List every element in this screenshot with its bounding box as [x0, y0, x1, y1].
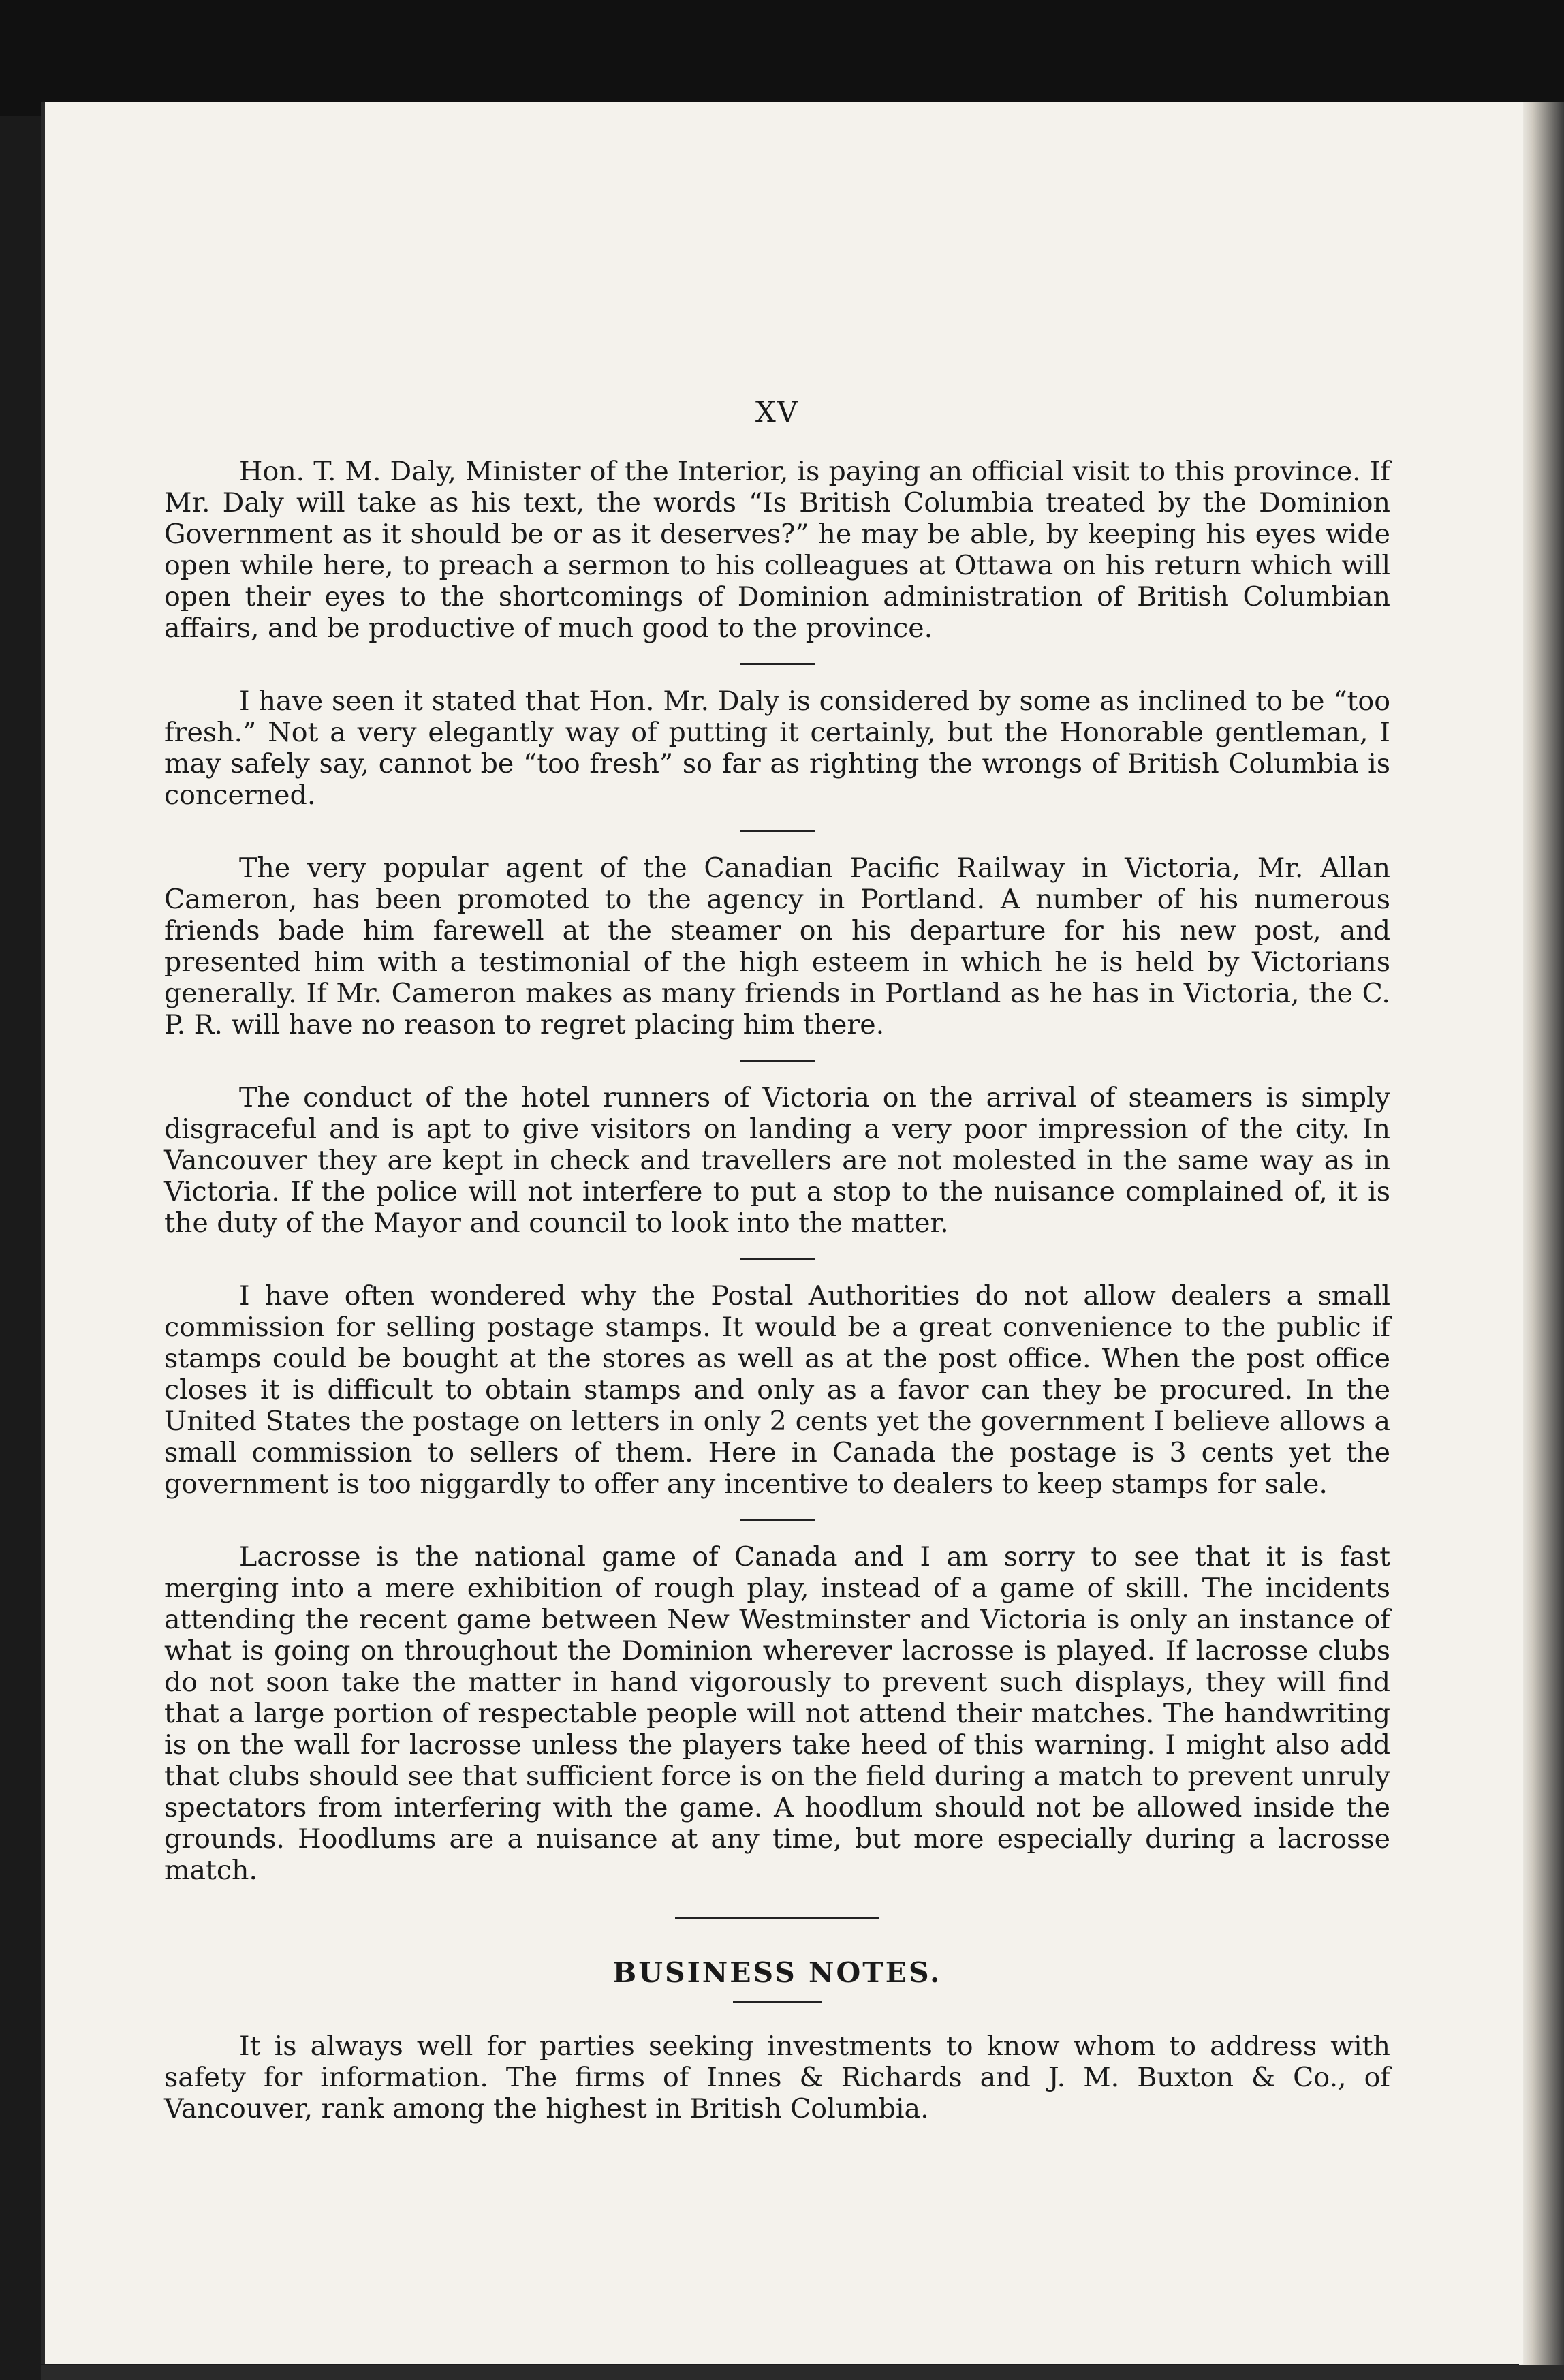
page-number: XV	[755, 395, 800, 429]
separator-rule	[740, 663, 815, 665]
scan-top-band	[0, 0, 1564, 116]
paragraph-lacrosse: Lacrosse is the national game of Canada and I am sorry to see that it is fast merging into a mere exhibition of rough play, instead of a game of skill. The incidents attending the recent game between New Westminster and Victoria is only an instance of what is going on throughout the Dominion wherever lacrosse is played. If lacrosse clubs do not soon take the matter in hand vigorously to prevent such displays, they will find that a large portion of respectable people will not attend their matches. The handwriting is on the wall for lacrosse unless the players take heed of this warning. I might also add that clubs should see that sufficient force is on the field during a match to prevent unruly spectators from interfering with the game. A hoodlum should not be allowed inside the grounds. Hoodlums are a nuisance at any time, but more especially during a lacrosse match.	[164, 1541, 1390, 1886]
paragraph-cameron: The very popular agent of the Canadian Pacific Railway in Victoria, Mr. Allan Cameron, has been promoted to the agency in Portland. A number of his numerous friends bade him farewell at the steamer on his departure for his new post, and presented him with a testimonial of the high esteem in which he is held by Victorians generally. If Mr. Cameron makes as many friends in Portland as he has in Victoria, the C. P. R. will have no reason to regret placing him there.	[164, 852, 1390, 1040]
section-heading: BUSINESS NOTES.	[612, 1956, 942, 1989]
paragraph-hotel-runners: The conduct of the hotel runners of Victoria on the arrival of steamers is simply disgraceful and is apt to give visitors on landing a very poor impression of the city. In Vancouver they are kept in check and travellers are not molested in the same way as in Victoria. If the police will not interfere to put a stop to the nuisance complained of, it is the duty of the Mayor and council to look into the matter.	[164, 1082, 1390, 1239]
paragraph-daly-visit: Hon. T. M. Daly, Minister of the Interior, is paying an official visit to this province. If Mr. Daly will take as his text, the words “Is British Columbia treated by the Dominion Government as it should be or as it deserves?” he may be able, by keeping his eyes wide open while here, to preach a sermon to his colleagues at Ottawa on his return which will open their eyes to the shortcomings of Dominion administration of British Columbian affairs, and be productive of much good to the province.	[164, 456, 1390, 644]
paragraph-postage-stamps: I have often wondered why the Postal Authorities do not allow dealers a small commission for selling postage stamps. It would be a great convenience to the public if stamps could be bought at the stores as well as at the post office. When the post office closes it is difficult to obtain stamps and only as a favor can they be procured. In the United States the postage on letters in only 2 cents yet the government I believe allows a small commission to sellers of them. Here in Canada the postage is 3 cents yet the government is too niggardly to offer any incentive to dealers to keep stamps for sale.	[164, 1280, 1390, 1500]
paragraph-business-notes: It is always well for parties seeking investments to know whom to address with safety for information. The firms of Innes & Richards and J. M. Buxton & Co., of Vancouver, rank among the highest in British Columbia.	[164, 2030, 1390, 2124]
page-content	[164, 273, 1390, 2124]
separator-rule	[740, 1258, 815, 1260]
separator-rule	[740, 1060, 815, 1062]
scan-bottom-edge	[41, 2365, 1564, 2380]
document-page	[41, 102, 1523, 2364]
section-divider-rule	[675, 1917, 879, 1919]
paragraph-too-fresh: I have seen it stated that Hon. Mr. Daly is considered by some as inclined to be “too fresh.” Not a very elegantly way of putting it certainly, but the Honorable gentleman, I may safely say, cannot be “too fresh” so far as righting the wrongs of British Columbia is concerned.	[164, 685, 1390, 811]
separator-rule	[740, 830, 815, 832]
scan-right-edge	[1519, 102, 1564, 2380]
separator-rule	[740, 1519, 815, 1521]
heading-underline-rule	[733, 2001, 822, 2003]
